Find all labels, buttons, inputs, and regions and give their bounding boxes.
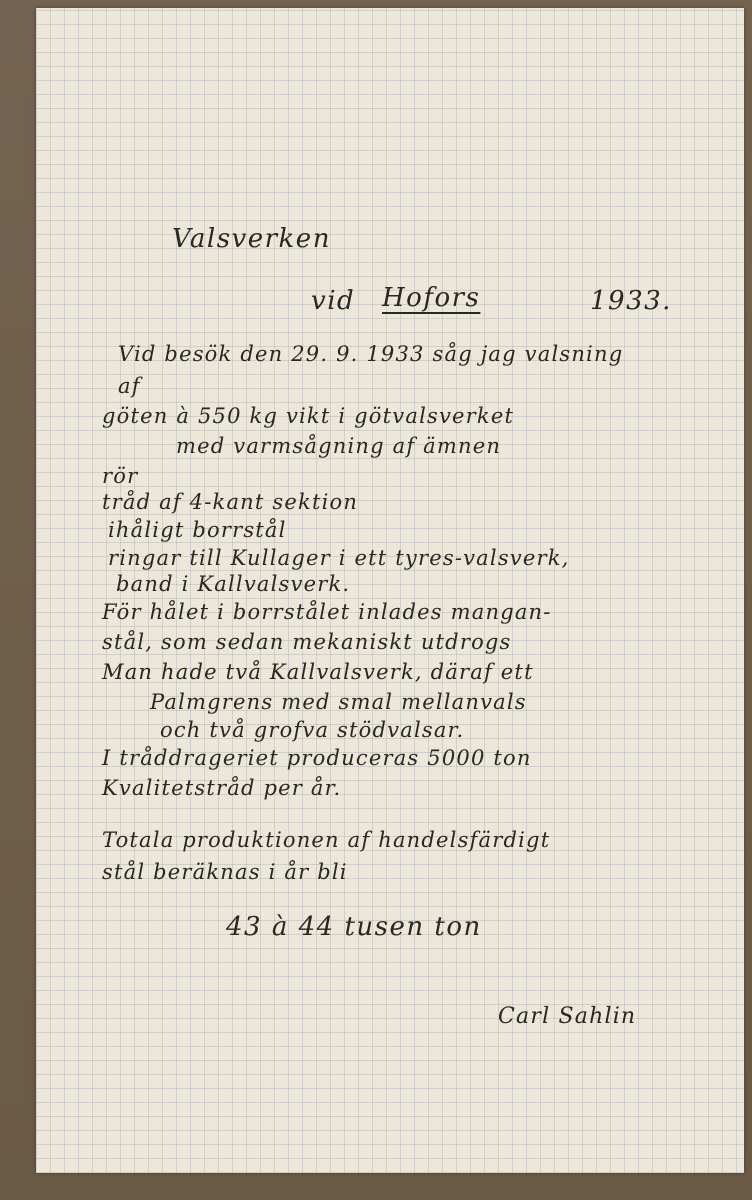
letter-line: med varmsågning af ämnen [176, 434, 502, 458]
letter-line-total: 43 à 44 tusen ton [226, 912, 482, 942]
letter-line: stål, som sedan mekaniskt utdrogs [102, 630, 512, 654]
subtitle-year: 1933. [590, 286, 672, 316]
letter-line: Palmgrens med smal mellanvals [150, 690, 527, 714]
letter-line: tråd af 4-kant sektion [102, 490, 359, 514]
subtitle-place: Hofors [382, 283, 481, 313]
signature: Carl Sahlin [498, 1004, 637, 1029]
letter-line: rör [102, 464, 139, 488]
letter-line: band i Kallvalsverk. [116, 572, 351, 596]
subtitle-prefix: vid [311, 286, 356, 316]
letter-line: I tråddrageriet produceras 5000 ton [102, 746, 532, 770]
letter-line: af [118, 374, 141, 398]
grid-paper-sheet [36, 8, 744, 1173]
letter-line: Kvalitetstråd per år. [102, 776, 342, 800]
letter-title: Valsverken [172, 224, 331, 254]
letter-line: Totala produktionen af handelsfärdigt [102, 828, 551, 852]
letter-line: Man hade två Kallvalsverk, däraf ett [102, 660, 534, 684]
letter-line: ihåligt borrstål [108, 518, 287, 542]
letter-line: För hålet i borrstålet inlades mangan- [102, 600, 552, 624]
letter-line: ringar till Kullager i ett tyres-valsverk, [108, 546, 570, 570]
letter-line: och två grofva stödvalsar. [160, 718, 465, 742]
letter-line: göten à 550 kg vikt i götvalsverket [102, 404, 515, 428]
letter-line: Vid besök den 29. 9. 1933 såg jag valsning [118, 342, 624, 366]
letter-line: stål beräknas i år bli [102, 860, 348, 884]
